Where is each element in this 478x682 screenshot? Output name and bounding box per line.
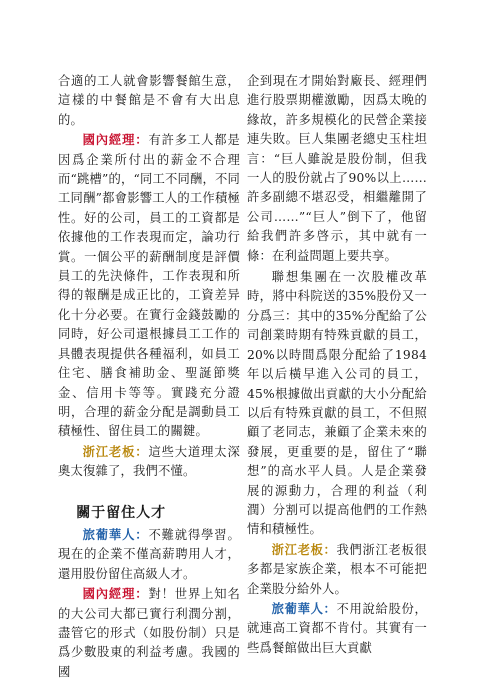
paragraph [58,525,240,584]
paragraph: 合適的工人就會影響餐館生意，這樣的中餐館是不會有大出息的。 [58,74,240,127]
right-column [247,72,427,658]
speaker-label: 國內經理： [82,586,149,602]
paragraph-text: 不用說給股份，就連高工資都不肯付。其實有一些爲餐館做出巨大貢獻 [247,601,427,655]
paragraph: 聯想集團在一次股權改革時，將中科院送的35%股份又一分爲三：其中的35%分配給了公司創業時期有特殊貢獻的員工，20%以時間爲限分配給了1984年以后橫早進入公司的員工，45%根據做出貢獻的大小分配給以后有特殊貢獻的員工，不但照顧了老同志，兼顧了企業未來的發展，更重要的是，留住了“聯想”的高水平人員。人是企業發展的源動力，合理的利益（利潤）分割可以提高他們的工作熱情和積極性。 [247,270,427,537]
paragraph-text: 這些大道理太深奧太復雜了，我們不懂。 [58,444,240,479]
paragraph-text: 不難就得學習。現在的企業不僅高薪聘用人才，還用股份留住高級人才。 [58,527,240,581]
speaker-label: 旅葡華人： [271,600,337,616]
paragraph [247,599,427,658]
section-title: 關于留住人才 [76,504,167,521]
left-column [58,72,240,682]
speaker-label: 浙江老板： [82,443,149,459]
paragraph-text: 有許多工人都是因爲企業所付出的薪金不合理而“跳槽”的，“同工不同酬，不同工同酬”都會影響工人的工作積極性。好的公司，員工的工資都是依據他的工作表現而定，論功行賞。一個公平的薪酬制度是評價員工的先決條件，工作表現和所得的報酬是成正比的，工資差异化十分必要。在實行金錢鼓勵的同時，好公司還根據員工工作的具體表現提供各種福利，如員工住宅、膳食補助金、聖誕節獎金、信用卡等等。實踐充分證明，合理的薪金分配是調動員工積極性、留住員工的關鍵。 [58,133,240,439]
paragraph: 企到現在才開始對廠長、經理們進行股票期權激勵，因爲太晚的緣故，許多規模化的民營企業接連失敗。巨人集團老總史玉柱坦言：“巨人雖說是股份制，但我一人的股份就占了90%以上……許多副總不堪忍受，相繼離開了公司……”“巨人”倒下了，他留給我們許多啓示，其中就有一條：在利益問題上要共享。 [247,74,427,263]
paragraph [247,540,427,599]
paragraph [58,130,240,442]
speaker-label: 浙江老板： [271,541,337,557]
paragraph [58,442,240,482]
paragraph-text: 我們浙江老板很多都是家族企業，根本不可能把企業股分給外人。 [247,542,427,596]
paragraph-text: 對！世界上知名的大公司大都已實行利潤分割，盡管它的形式（如股份制）只是爲少數股東的利益考慮。我國的國 [58,587,240,679]
speaker-label: 國內經理： [82,132,149,148]
speaker-label: 旅葡華人： [82,526,149,542]
paragraph [58,584,240,682]
